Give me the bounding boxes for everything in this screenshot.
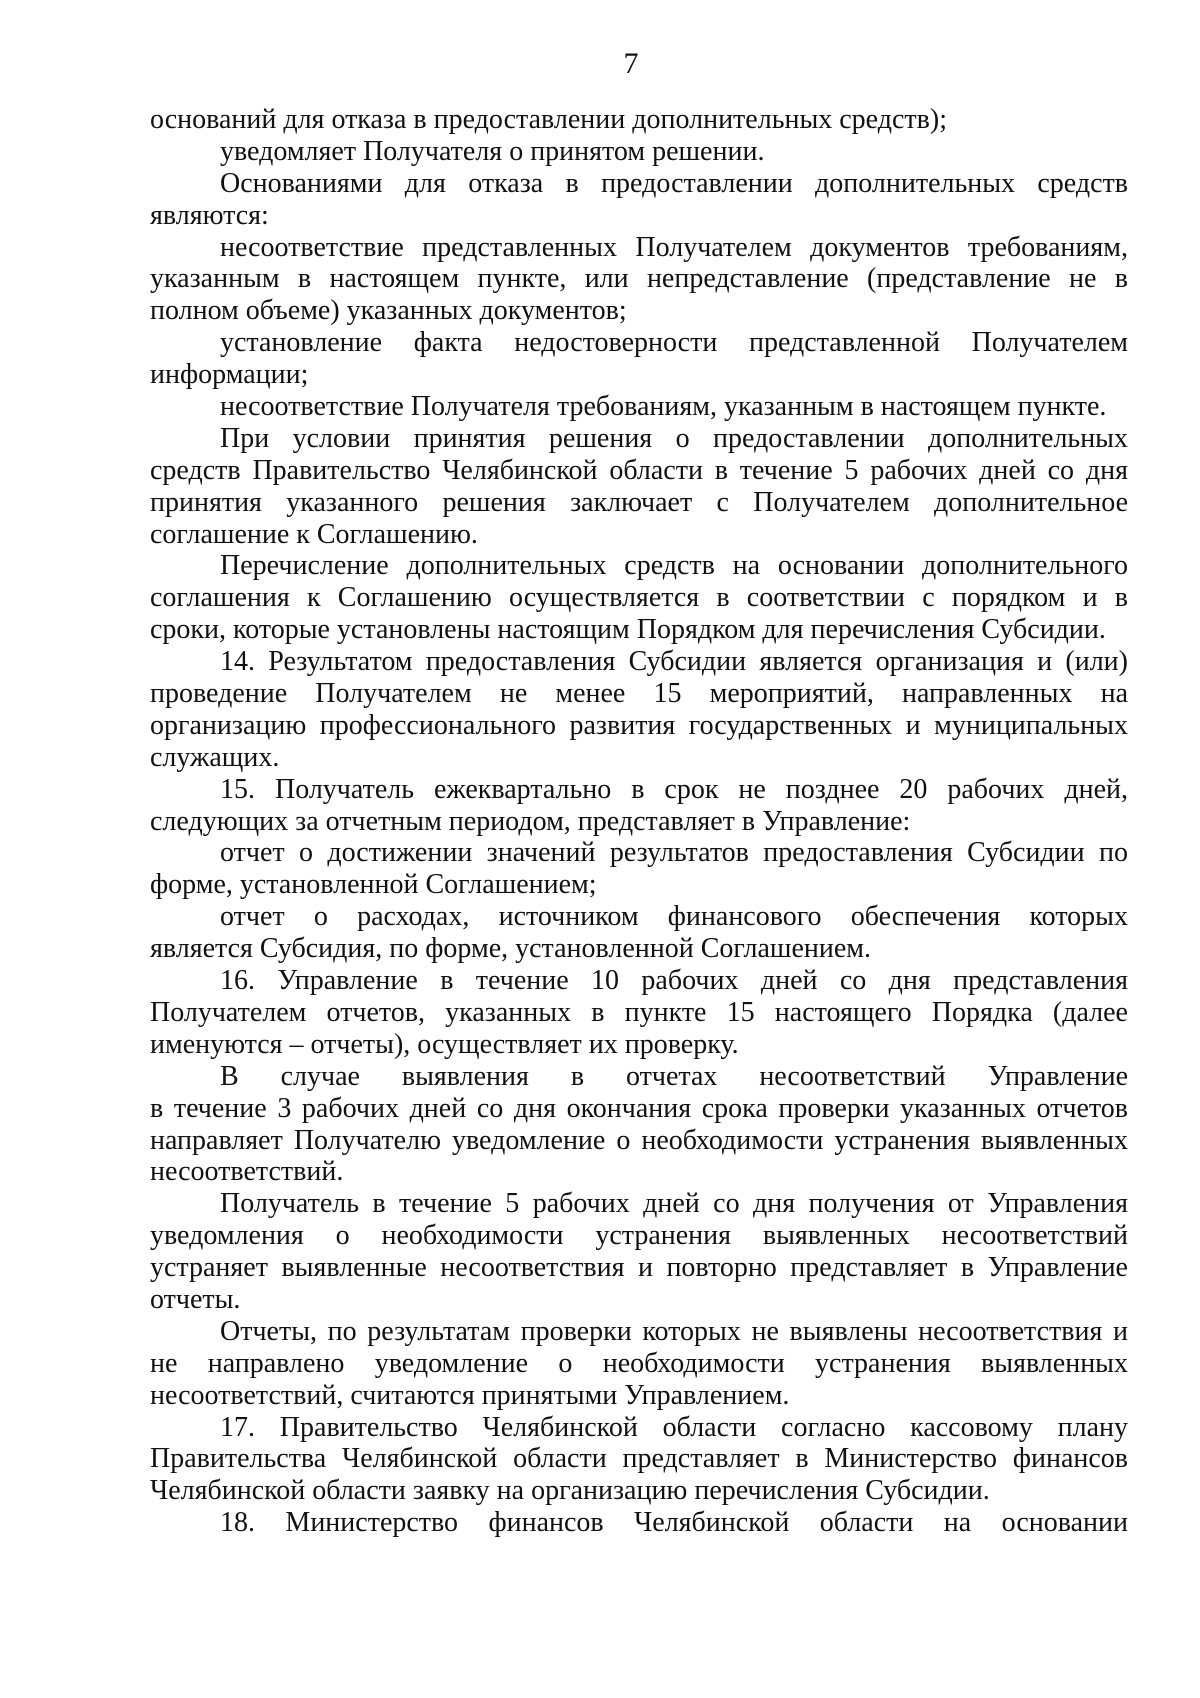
paragraph [150,1412,1128,1508]
text-line: форме, установленной Соглашением; [150,869,597,901]
text-line: несоответствий. [150,1156,344,1188]
text-line: несоответствие представленных Получателем документов требованиям, [220,231,1128,263]
paragraph [150,837,1128,901]
text-line: Перечисление дополнительных средств на основании дополнительного [220,550,1128,582]
text-line: Правительства Челябинской области представляет в Министерство финансов [150,1443,1128,1475]
text-line: направляет Получателю уведомление о необходимости устранения выявленных [150,1124,1128,1156]
text-line: принятия указанного решения заключает с Получателем дополнительное [150,486,1128,518]
text-line: 17. Правительство Челябинской области согласно кассовому плану [220,1411,1128,1443]
paragraph [150,136,1128,168]
paragraph [150,232,1128,328]
paragraph [150,391,1128,423]
paragraph [150,423,1128,551]
text-line: несоответствий, считаются принятыми Управлением. [150,1379,790,1411]
text-line: соглашения к Соглашению осуществляется в соответствии с порядком и в [150,582,1128,614]
text-line: Отчеты, по результатам проверки которых не выявлены несоответствия и [220,1315,1128,1347]
text-line: Основаниями для отказа в предоставлении дополнительных средств [220,167,1128,199]
text-line: Получатель в течение 5 рабочих дней со дня получения от Управления [220,1188,1128,1220]
paragraph [150,1188,1128,1316]
paragraph [150,168,1128,232]
text-line: Получателем отчетов, указанных в пункте 15 настоящего Порядка (далее [150,996,1128,1028]
text-line: При условии принятия решения о предоставлении дополнительных [220,422,1128,454]
text-line: оснований для отказа в предоставлении дополнительных средств); [150,104,947,135]
text-line: не направлено уведомление о необходимости устранения выявленных [150,1347,1128,1379]
paragraph [150,774,1128,838]
paragraph [150,901,1128,965]
document-body [150,104,1128,1539]
text-line: несоответствие Получателя требованиям, указанным в настоящем пункте. [220,391,1107,423]
text-line: полном объеме) указанных документов; [150,295,627,327]
text-line: 16. Управление в течение 10 рабочих дней со дня представления [220,965,1128,997]
text-line: являются: [150,199,269,231]
paragraph [150,1061,1128,1189]
text-line: 18. Министерство финансов Челябинской области на основании [220,1507,1128,1539]
text-line: сроки, которые установлены настоящим Порядком для перечисления Субсидии. [150,614,1106,646]
text-line: 15. Получатель ежеквартально в срок не позднее 20 рабочих дней, [220,773,1128,805]
text-line: следующих за отчетным периодом, представляет в Управление: [150,805,911,837]
text-line: средств Правительство Челябинской области в течение 5 рабочих дней со дня [150,454,1128,486]
paragraph [150,1316,1128,1412]
text-line: В случае выявления в отчетах несоответствий Управление [220,1060,1128,1092]
paragraph [150,965,1128,1061]
text-line: уведомляет Получателя о принятом решении. [220,135,765,167]
text-line: Челябинской области заявку на организацию перечисления Субсидии. [150,1475,990,1507]
text-line: отчет о расходах, источником финансового обеспечения которых [220,901,1128,933]
text-line: соглашение к Соглашению. [150,518,478,550]
paragraph [150,550,1128,646]
text-line: уведомления о необходимости устранения выявленных несоответствий [150,1220,1128,1252]
text-line: организацию профессионального развития государственных и муниципальных [150,709,1128,741]
text-line: проведение Получателем не менее 15 мероприятий, направленных на [150,678,1128,710]
text-line: установление факта недостоверности представленной Получателем [220,327,1128,359]
text-line: отчеты. [150,1283,241,1315]
text-line: именуются – отчеты), осуществляет их проверку. [150,1028,739,1060]
paragraph [150,104,1128,136]
text-line: указанным в настоящем пункте, или непредставление (представление не в [150,263,1128,295]
text-line: служащих. [150,741,280,773]
text-line: является Субсидия, по форме, установленной Соглашением. [150,933,871,965]
text-line: 14. Результатом предоставления Субсидии является организация и (или) [220,646,1128,678]
paragraph [150,327,1128,391]
page-number: 7 [623,47,639,80]
text-line: в течение 3 рабочих дней со дня окончания срока проверки указанных отчетов [150,1092,1128,1124]
paragraph [150,1507,1128,1539]
text-line: информации; [150,359,309,391]
text-line: отчет о достижении значений результатов предоставления Субсидии по [220,837,1128,869]
paragraph [150,646,1128,774]
text-line: устраняет выявленные несоответствия и повторно представляет в Управление [150,1252,1128,1284]
